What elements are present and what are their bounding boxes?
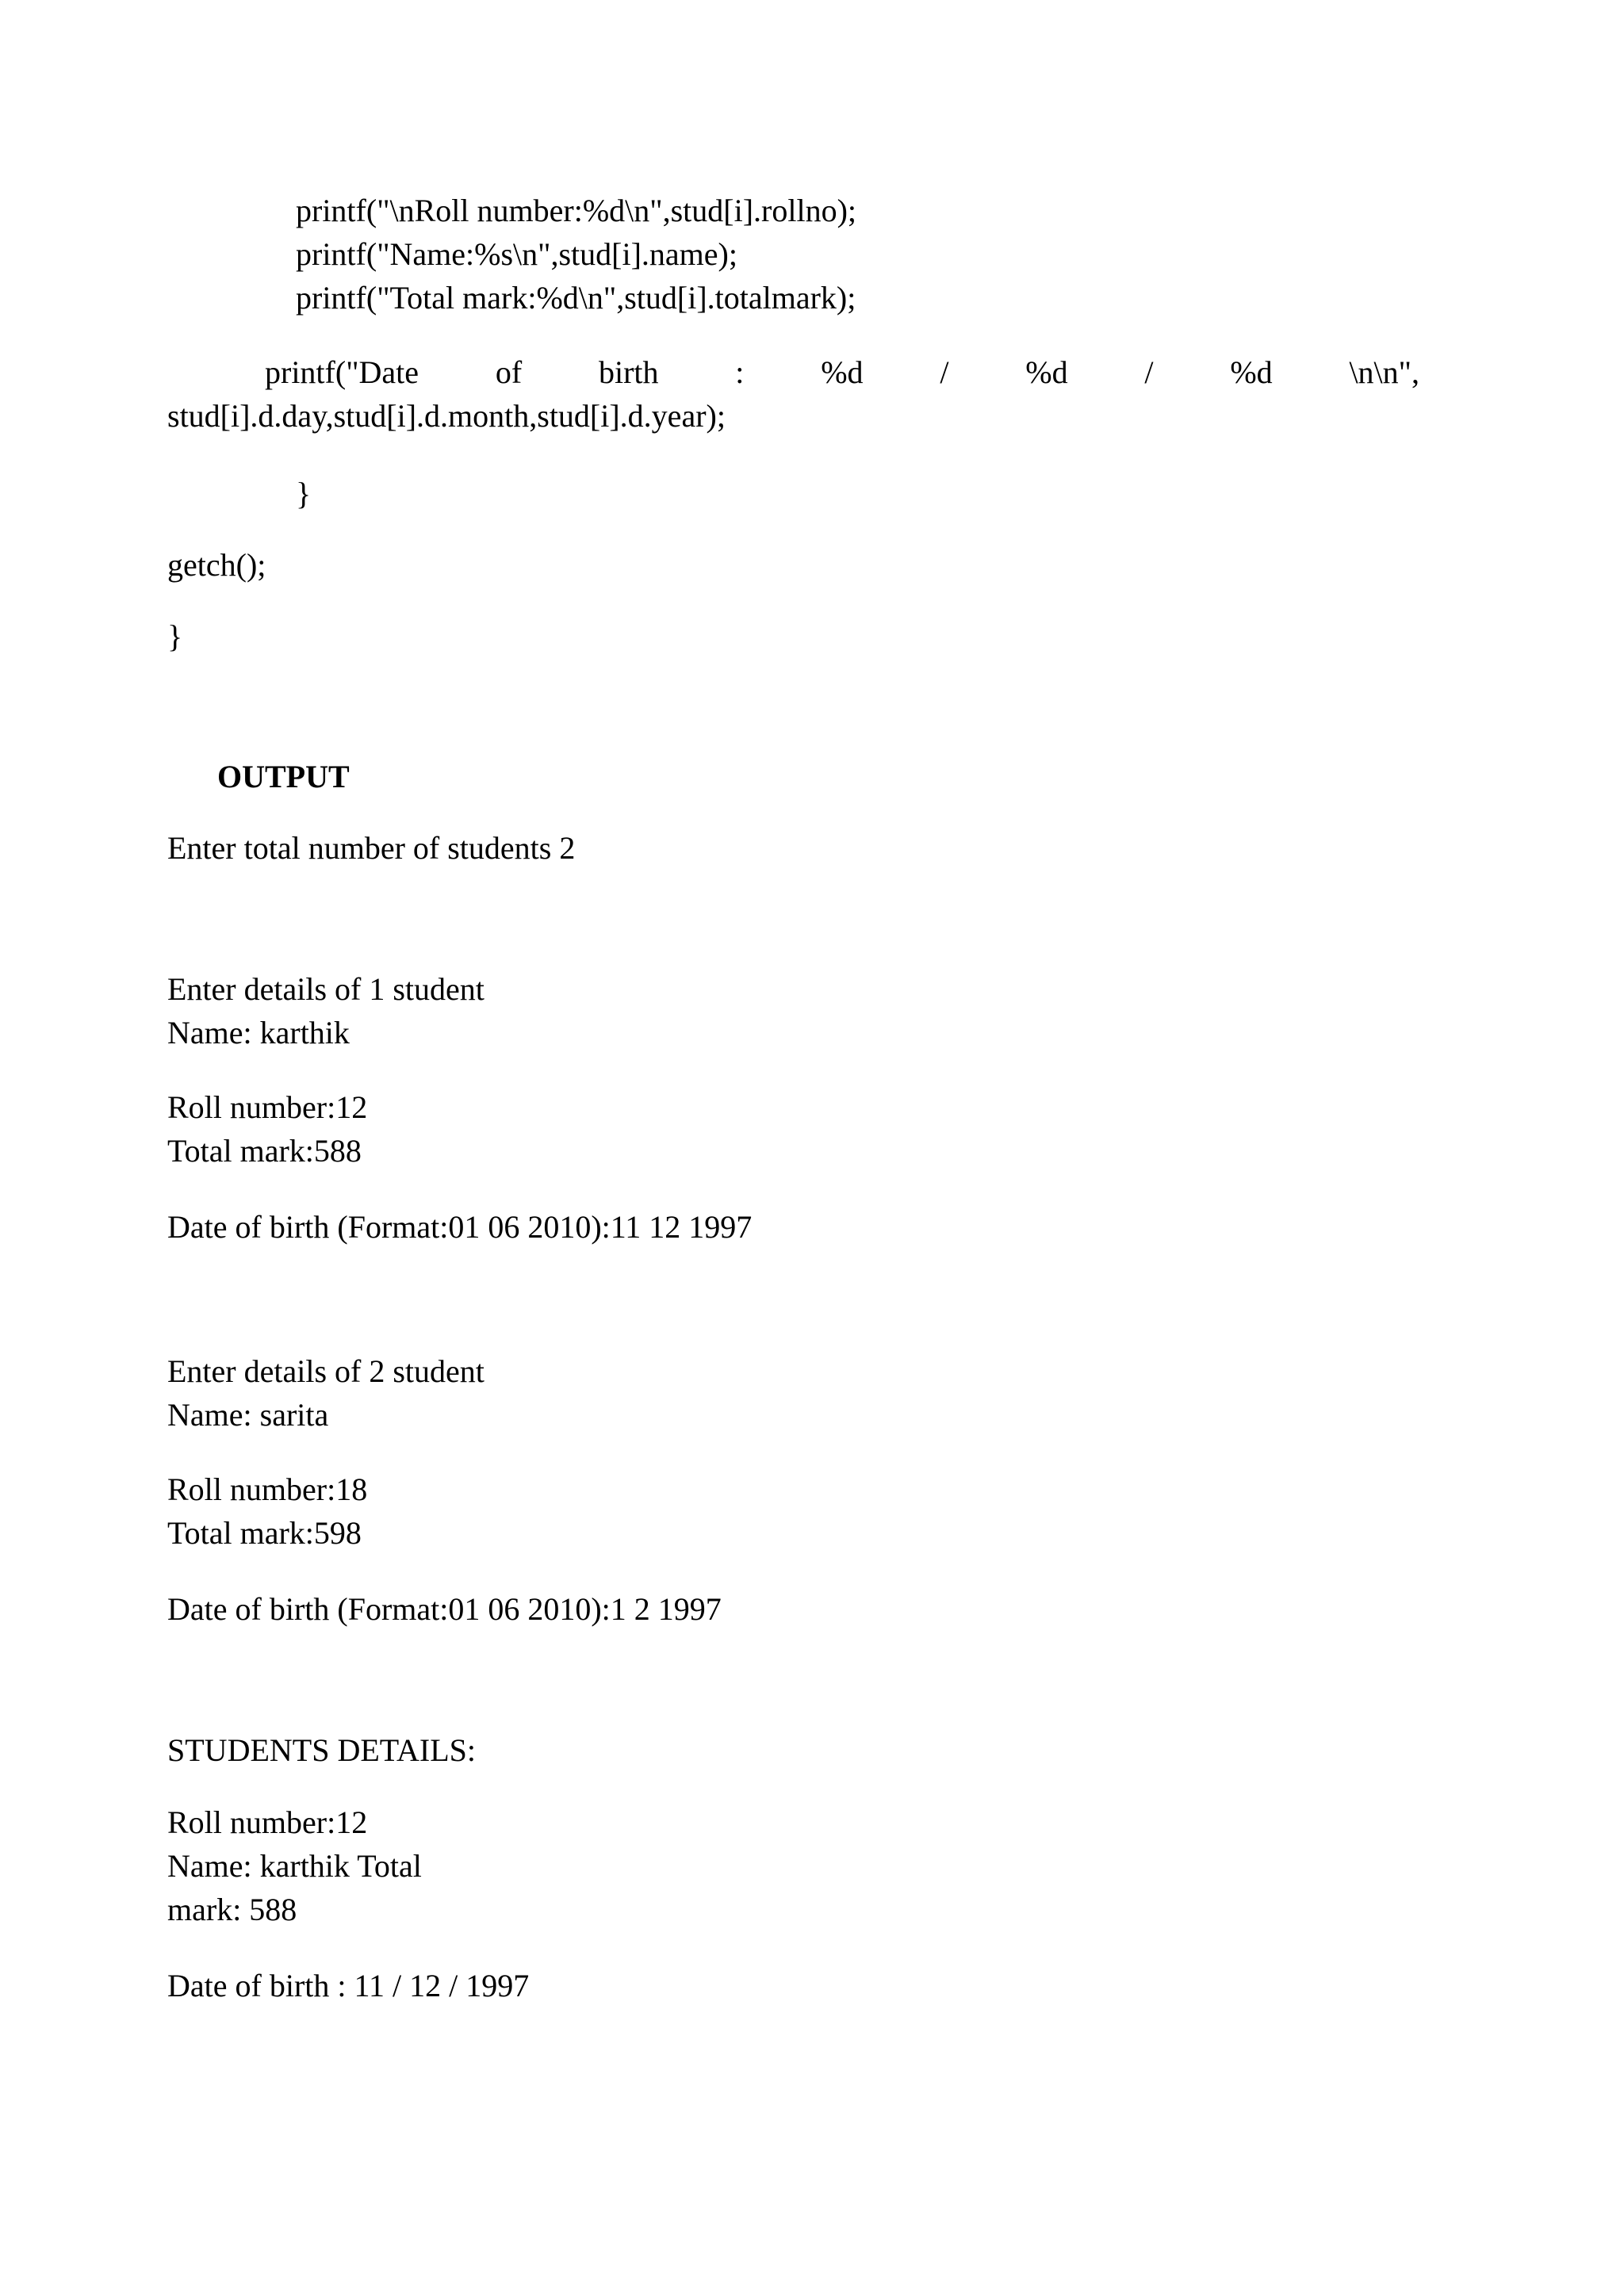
code-dob-token: birth <box>598 354 659 390</box>
output-total-students: Enter total number of students 2 <box>167 830 576 866</box>
code-dob-token: / <box>1144 354 1154 390</box>
code-getch: getch(); <box>167 547 266 583</box>
student1-roll: Roll number:12 <box>167 1089 368 1125</box>
student2-name: Name: sarita <box>167 1397 329 1433</box>
code-dob-token: \n\n", <box>1349 354 1419 390</box>
student1-dob: Date of birth (Format:01 06 2010):11 12 1997 <box>167 1209 753 1245</box>
code-printf-rollno: printf("\nRoll number:%d\n",stud[i].rollno); <box>296 193 857 228</box>
student1-name: Name: karthik <box>167 1015 350 1050</box>
details-heading: STUDENTS DETAILS: <box>167 1732 477 1768</box>
code-printf-dob-args: stud[i].d.day,stud[i].d.month,stud[i].d.year); <box>167 398 726 434</box>
details-dob: Date of birth : 11 / 12 / 1997 <box>167 1968 530 2003</box>
student2-roll: Roll number:18 <box>167 1471 368 1507</box>
details-roll: Roll number:12 <box>167 1804 368 1840</box>
student1-header: Enter details of 1 student <box>167 971 485 1007</box>
code-printf-name: printf("Name:%s\n",stud[i].name); <box>296 236 737 272</box>
code-printf-totalmark: printf("Total mark:%d\n",stud[i].totalmark); <box>296 280 856 316</box>
code-dob-token: %d <box>1230 354 1273 390</box>
code-printf-dob <box>265 350 1419 394</box>
code-dob-token: %d <box>1025 354 1068 390</box>
code-dob-token: / <box>940 354 949 390</box>
code-close-brace-inner: } <box>296 476 312 511</box>
code-dob-token: of <box>495 354 523 390</box>
details-name-total: Name: karthik Total <box>167 1848 422 1884</box>
student2-dob: Date of birth (Format:01 06 2010):1 2 1997 <box>167 1591 722 1627</box>
code-dob-token: printf("Date <box>265 354 419 390</box>
code-close-brace-outer: } <box>167 618 183 654</box>
code-dob-token: : <box>735 354 745 390</box>
details-mark: mark: 588 <box>167 1892 297 1927</box>
output-heading: OUTPUT <box>217 759 350 794</box>
student2-total: Total mark:598 <box>167 1515 362 1551</box>
student1-total: Total mark:588 <box>167 1133 362 1169</box>
student2-header: Enter details of 2 student <box>167 1353 485 1389</box>
code-dob-token: %d <box>821 354 864 390</box>
